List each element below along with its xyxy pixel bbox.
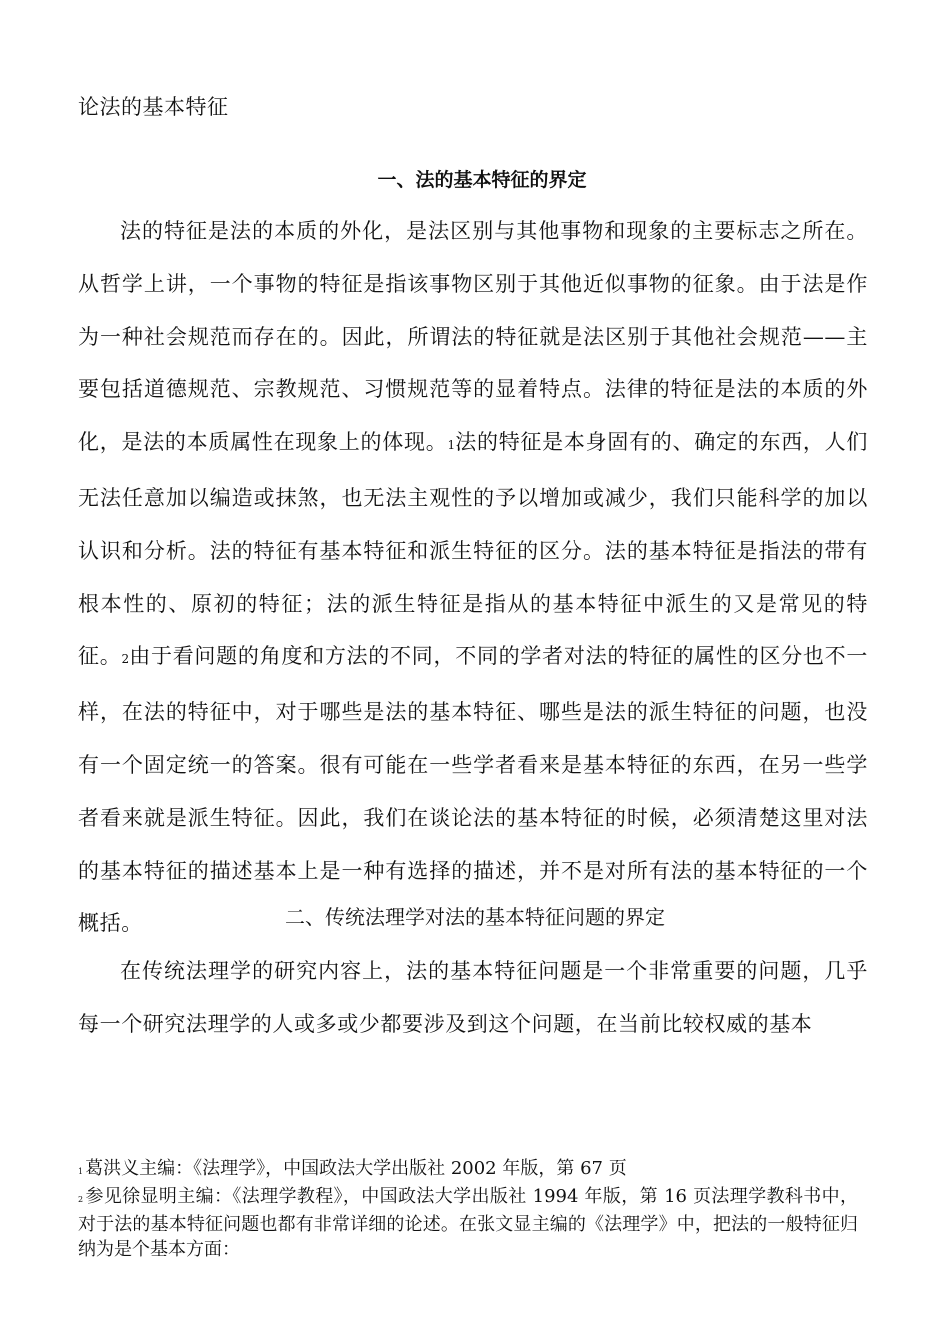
- section-2-heading: 二、传统法理学对法的基本特征问题的界定: [285, 905, 665, 929]
- footnote-1: [78, 1156, 858, 1184]
- section-2-paragraph: 在传统法理学的研究内容上，法的基本特征问题是一个非常重要的问题，几乎每一个研究法理学的人或多或少都要涉及到这个问题，在当前比较权威的基本: [78, 959, 868, 1036]
- paragraph-text-part-b: 法的特征是本身固有的、确定的东西，人们无法任意加以编造或抹煞，也无法主观性的予以增加或减少，我们只能科学的加以认识和分析。法的特征有基本特征和派生特征的区分。法的基本特征是指法的带有根本性的、原初的特征；法的派生特征是指从的基本特征中派生的又是常见的特征。: [78, 430, 868, 669]
- footnote-ref-1[interactable]: 1: [447, 438, 456, 453]
- section-1-paragraph: [78, 205, 868, 950]
- footnote-1-mark: 1: [78, 1167, 84, 1176]
- document-title: 论法的基本特征: [78, 95, 229, 119]
- paragraph-text-part-c: 由于看问题的角度和方法的不同，不同的学者对法的特征的属性的区分也不一样，在法的特征中，对于哪些是法的基本特征、哪些是法的派生特征的问题，也没有一个固定统一的答案。很有可能在一些学者看来是基本特征的东西，在另一些学者看来就是派生特征。因此，我们在谈论法的基本特征的时候，必须清楚这里对法的基本特征的描述基本上是一种有选择的描述，并不是对所有法的基本特征的一个概括。: [78, 644, 868, 936]
- paragraph-text-part-a: 法的特征是法的本质的外化，是法区别与其他事物和现象的主要标志之所在。从哲学上讲，一个事物的特征是指该事物区别于其他近似事物的征象。由于法是作为一种社会规范而存在的。因此，所谓法的特征就是法区别于其他社会规范——主要包括道德规范、宗教规范、习惯规范等的显着特点。法律的特征是法的本质的外化，是法的本质属性在现象上的体现。: [78, 219, 868, 455]
- section-1-heading: 一、法的基本特征的界定: [377, 169, 587, 191]
- footnote-2-mark: 2: [78, 1195, 84, 1204]
- footnotes: [78, 1156, 858, 1262]
- footnote-2: [78, 1184, 858, 1262]
- footnote-ref-2[interactable]: 2: [121, 652, 130, 667]
- footnote-2-text: 参见徐显明主编：《法理学教程》，中国政法大学出版社 1994 年版，第 16 页法理学教科书中，对于法的基本特征问题也都有非常详细的论述。在张文显主编的《法理学》中，把法的一般特征归纳为是个基本方面：: [78, 1186, 858, 1260]
- footnote-1-text: 葛洪义主编：《法理学》，中国政法大学出版社 2002 年版，第 67 页: [85, 1158, 627, 1179]
